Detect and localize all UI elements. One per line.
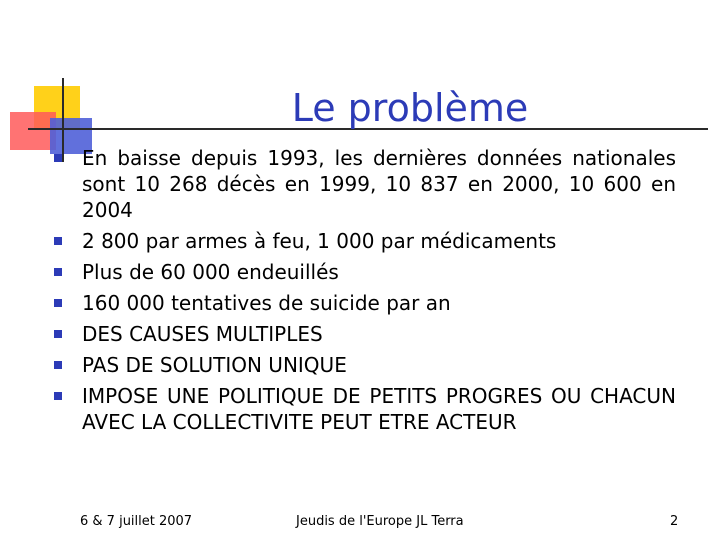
- bullet-text: Plus de 60 000 endeuillés: [82, 260, 339, 284]
- bullet-item: [54, 321, 676, 347]
- bullet-item: [54, 145, 676, 223]
- bullet-marker-icon: [54, 237, 62, 245]
- bullet-text: 160 000 tentatives de suicide par an: [82, 291, 451, 315]
- bullet-list: [54, 145, 676, 440]
- bullet-text: 2 800 par armes à feu, 1 000 par médicaments: [82, 229, 557, 253]
- bullet-item: [54, 290, 676, 316]
- footer-date: 6 & 7 juillet 2007: [80, 514, 193, 529]
- bullet-item: [54, 259, 676, 285]
- bullet-marker-icon: [54, 154, 62, 162]
- bullet-item: [54, 352, 676, 378]
- bullet-text: PAS DE SOLUTION UNIQUE: [82, 353, 347, 377]
- bullet-item: [54, 228, 676, 254]
- bullet-marker-icon: [54, 330, 62, 338]
- bullet-text: En baisse depuis 1993, les dernières données nationales sont 10 268 décès en 1999, 10 837 en 2000, 10 600 en 2004: [82, 146, 676, 222]
- bullet-marker-icon: [54, 392, 62, 400]
- bullet-marker-icon: [54, 268, 62, 276]
- slide-title: Le problème: [291, 86, 529, 130]
- bullet-text: IMPOSE UNE POLITIQUE DE PETITS PROGRES OU CHACUN AVEC LA COLLECTIVITE PEUT ETRE ACTEUR: [82, 384, 676, 434]
- page-number: 2: [670, 514, 679, 529]
- footer-presenter: Jeudis de l'Europe JL Terra: [296, 514, 464, 529]
- bullet-text: DES CAUSES MULTIPLES: [82, 322, 323, 346]
- bullet-marker-icon: [54, 361, 62, 369]
- bullet-item: [54, 383, 676, 435]
- bullet-marker-icon: [54, 299, 62, 307]
